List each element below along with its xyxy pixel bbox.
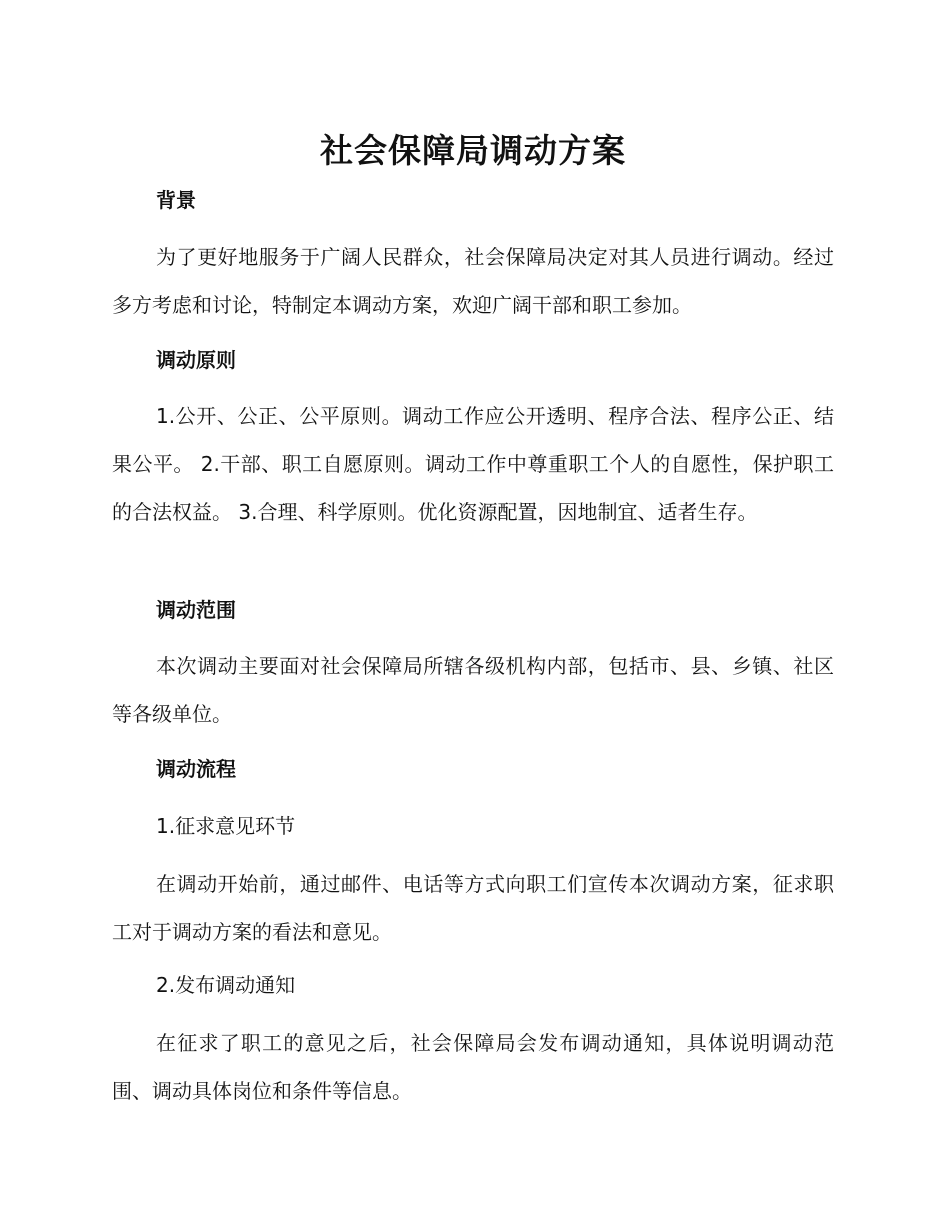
section-heading-background: 背景 — [156, 188, 196, 212]
process-step2-title: 2.发布调动通知 — [156, 973, 296, 997]
paragraph-process-step2: 在征求了职工的意见之后，社会保障局会发布调动通知，具体说明调动范围、调动具体岗位和条件等信息。 — [112, 1031, 834, 1103]
section-heading-scope: 调动范围 — [156, 598, 236, 622]
section-heading-process: 调动流程 — [156, 757, 236, 781]
process-step1-title: 1.征求意见环节 — [156, 814, 296, 838]
paragraph-scope: 本次调动主要面对社会保障局所辖各级机构内部，包括市、县、乡镇、社区等各级单位。 — [112, 654, 834, 726]
paragraph-background: 为了更好地服务于广阔人民群众，社会保障局决定对其人员进行调动。经过多方考虑和讨论，特制定本调动方案，欢迎广阔干部和职工参加。 — [112, 245, 834, 317]
document-title: 社会保障局调动方案 — [320, 131, 626, 170]
section-heading-principles: 调动原则 — [156, 348, 236, 372]
paragraph-process-step1: 在调动开始前，通过邮件、电话等方式向职工们宣传本次调动方案，征求职工对于调动方案的看法和意见。 — [112, 872, 834, 944]
paragraph-principles: 1.公开、公正、公平原则。调动工作应公开透明、程序合法、程序公正、结果公平。 2.干部、职工自愿原则。调动工作中尊重职工个人的自愿性，保护职工的合法权益。 3.合理、科学原则。优化资源配置，因地制宜、适者生存。 — [112, 404, 834, 524]
